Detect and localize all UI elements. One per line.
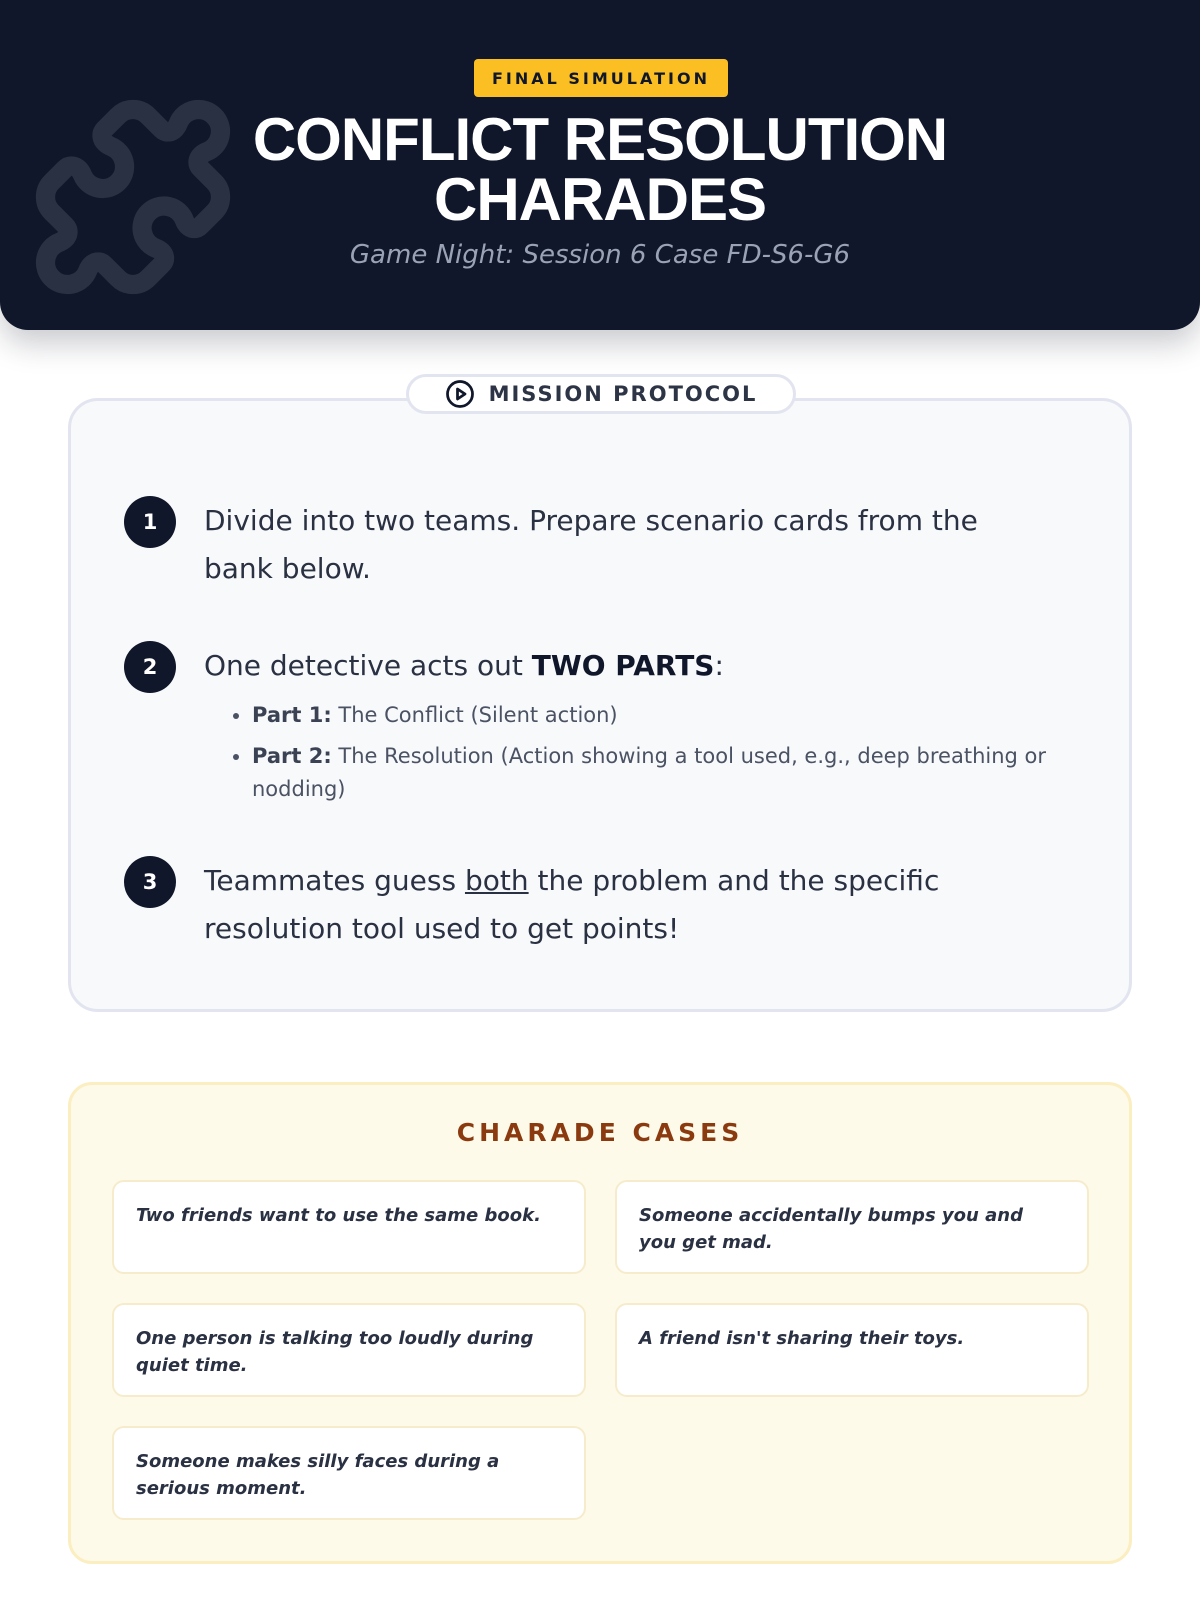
step-number: 2: [124, 641, 176, 693]
step-number: 1: [124, 496, 176, 548]
step-parts-list: [214, 699, 1092, 814]
page-subtitle: Game Night: Session 6 Case FD-S6-G6: [349, 240, 851, 270]
step-text: Divide into two teams. Prepare scenario cards from the bank below.: [204, 504, 978, 585]
list-item: • Part 2: The Resolution (Action showing a tool used, e.g., deep breathing or nodding): [252, 740, 1092, 806]
case-card: Someone makes silly faces during a serious moment.: [112, 1426, 586, 1520]
page-header: [0, 0, 1200, 330]
page-title: [0, 106, 1200, 233]
play-circle-icon: [445, 379, 475, 409]
step-text: Teammates guess both the problem and the specific resolution tool used to get points!: [204, 864, 940, 945]
case-card: Two friends want to use the same book.: [112, 1180, 586, 1274]
charade-cases-title: CHARADE CASES: [456, 1118, 744, 1147]
mission-protocol-tab: [406, 374, 796, 414]
final-simulation-badge: FINAL SIMULATION: [474, 59, 728, 97]
step-number: 3: [124, 856, 176, 908]
title-line-2: CHARADES: [433, 166, 767, 233]
case-card: One person is talking too loudly during quiet time.: [112, 1303, 586, 1397]
list-item: • Part 1: The Conflict (Silent action): [252, 699, 1092, 732]
case-card: A friend isn't sharing their toys.: [615, 1303, 1089, 1397]
step-text: One detective acts out TWO PARTS:: [204, 649, 724, 682]
title-line-1: CONFLICT RESOLUTION: [252, 106, 948, 173]
case-card: Someone accidentally bumps you and you get mad.: [615, 1180, 1089, 1274]
mission-protocol-label: MISSION PROTOCOL: [488, 382, 758, 406]
